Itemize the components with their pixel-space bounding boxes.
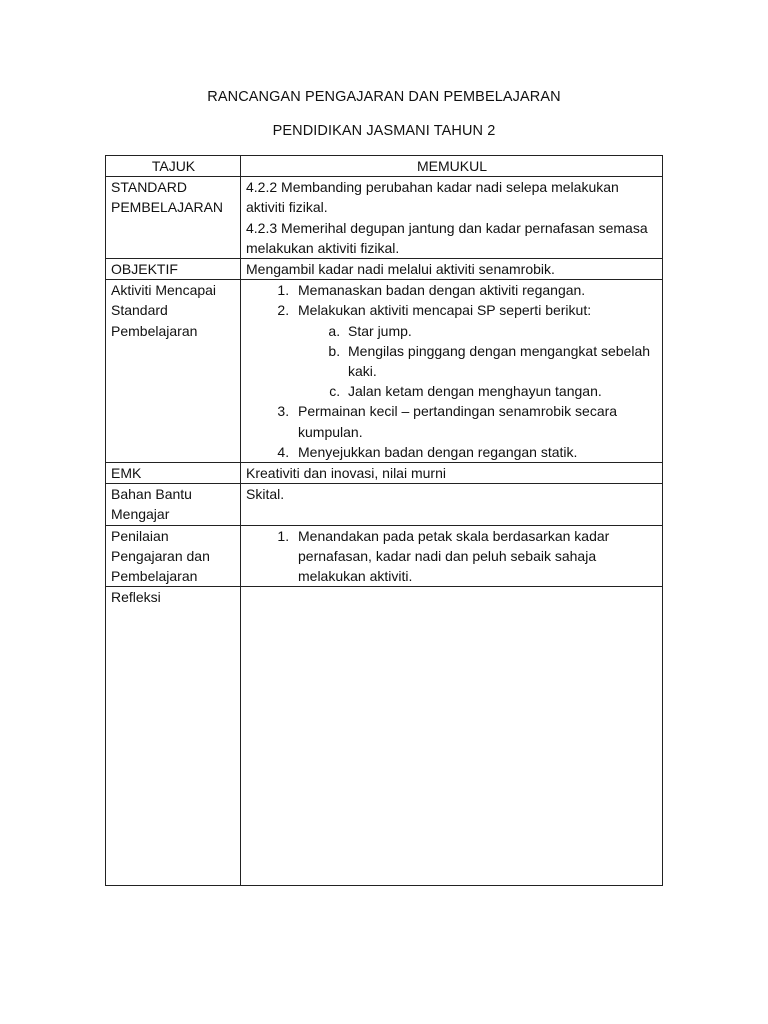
row-bahan bbox=[106, 484, 663, 525]
row-refleksi bbox=[106, 587, 663, 886]
list-item: 1. Menandakan pada petak skala berdasarkan kadar pernafasan, kadar nadi dan peluh sebaik sahaja melakukan aktiviti. bbox=[293, 526, 658, 587]
penilaian-steps bbox=[246, 526, 658, 587]
list-item: b. Mengilas pinggang dengan mengangkat sebelah kaki. bbox=[344, 341, 658, 381]
emk-text: Kreativiti dan inovasi, nilai murni bbox=[241, 463, 663, 484]
document-title: RANCANGAN PENGAJARAN DAN PEMBELAJARAN bbox=[207, 89, 561, 105]
list-item: 3. Permainan kecil – pertandingan senamrobik secara kumpulan. bbox=[293, 401, 658, 441]
table-header-row bbox=[106, 156, 663, 177]
aktiviti-label: Aktiviti Mencapai Standard Pembelajaran bbox=[106, 280, 241, 463]
header-topic: MEMUKUL bbox=[241, 156, 663, 177]
row-aktiviti bbox=[106, 280, 663, 463]
penilaian-label: Penilaian Pengajaran dan Pembelajaran bbox=[106, 525, 241, 587]
list-item: a. Star jump. bbox=[344, 321, 658, 341]
bahan-label: Bahan Bantu Mengajar bbox=[106, 484, 241, 525]
emk-label: EMK bbox=[106, 463, 241, 484]
aktiviti-steps bbox=[246, 280, 658, 462]
lesson-plan-table bbox=[105, 155, 663, 886]
row-emk bbox=[106, 463, 663, 484]
document-subtitle: PENDIDIKAN JASMANI TAHUN 2 bbox=[272, 123, 496, 139]
standard-content bbox=[241, 177, 663, 259]
list-item: 1. Memanaskan badan dengan aktiviti regangan. bbox=[293, 280, 658, 300]
aktiviti-substeps bbox=[298, 321, 658, 402]
row-penilaian bbox=[106, 525, 663, 587]
list-item: 2. Melakukan aktiviti mencapai SP seperti berikut: a. Star jump. b. Mengilas pinggang dengan mengangkat sebelah kaki. c. Jalan ketam dengan menghayun tangan. bbox=[293, 300, 658, 401]
penilaian-content bbox=[241, 525, 663, 587]
list-item: c. Jalan ketam dengan menghayun tangan. bbox=[344, 381, 658, 401]
refleksi-content[interactable] bbox=[241, 587, 663, 886]
aktiviti-content bbox=[241, 280, 663, 463]
list-item: 4. Menyejukkan badan dengan regangan statik. bbox=[293, 442, 658, 462]
bahan-text: Skital. bbox=[241, 484, 663, 525]
row-standard bbox=[106, 177, 663, 259]
objektif-text: Mengambil kadar nadi melalui aktiviti senamrobik. bbox=[241, 259, 663, 280]
header-tajuk: TAJUK bbox=[106, 156, 241, 177]
standard-label: STANDARD PEMBELAJARAN bbox=[106, 177, 241, 259]
standard-item-2: 4.2.3 Memerihal degupan jantung dan kadar pernafasan semasa melakukan aktiviti fizikal. bbox=[246, 219, 648, 256]
objektif-label: OBJEKTIF bbox=[106, 259, 241, 280]
standard-item-1: 4.2.2 Membanding perubahan kadar nadi selepa melakukan aktiviti fizikal. bbox=[246, 179, 619, 216]
row-objektif bbox=[106, 259, 663, 280]
refleksi-label: Refleksi bbox=[106, 587, 241, 886]
